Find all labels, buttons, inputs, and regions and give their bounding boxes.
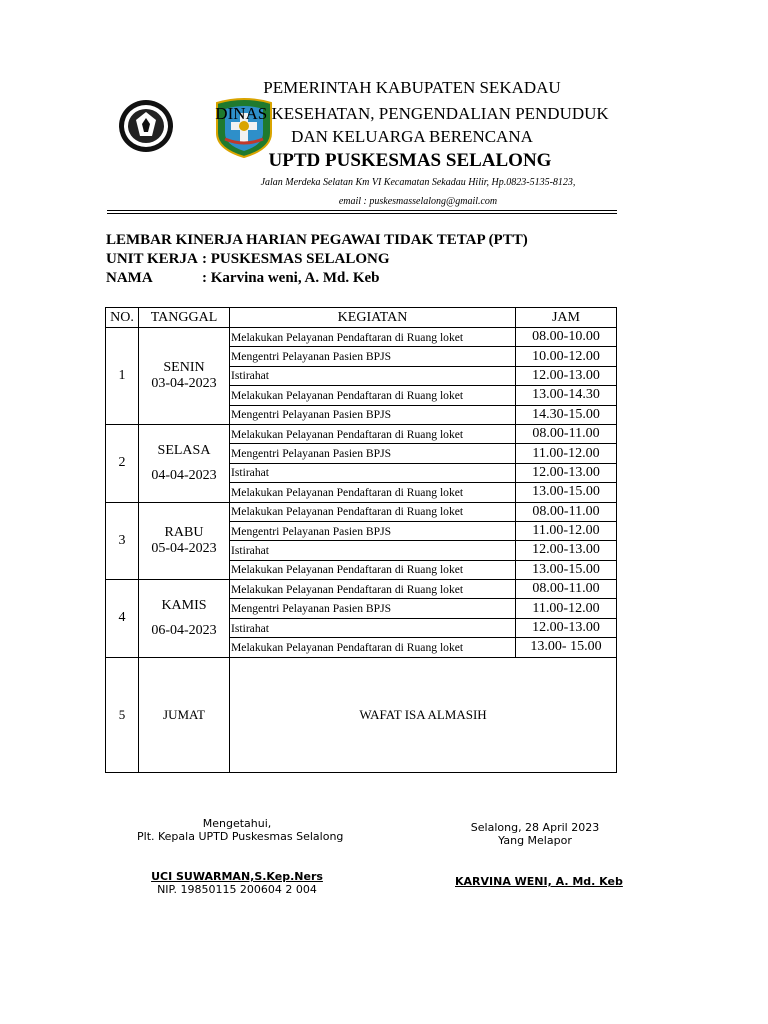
table-header-row	[106, 308, 617, 328]
activity-cell: Mengentri Pelayanan Pasien BPJS	[230, 444, 516, 463]
signature-right-block	[455, 821, 615, 847]
header-jam: JAM	[516, 308, 617, 328]
time-cell: 08.00-11.00	[516, 424, 617, 443]
table-row	[106, 580, 617, 599]
day-name: SELASA	[157, 442, 211, 458]
letterhead-divider-thin	[107, 213, 617, 214]
schedule-table	[105, 307, 617, 773]
activity-cell: Melakukan Pelayanan Pendaftaran di Ruang loket	[230, 328, 516, 347]
letterhead-department: DINAS KESEHATAN, PENGENDALIAN PENDUDUK	[215, 104, 609, 123]
row-number: 1	[106, 328, 139, 425]
table-row	[106, 424, 617, 443]
table-row	[106, 328, 617, 347]
work-unit-value: : PUSKESMAS SELALONG	[202, 251, 390, 267]
time-cell: 08.00-11.00	[516, 580, 617, 599]
approver-position: Plt. Kepala UPTD Puskesmas Selalong	[137, 830, 344, 843]
work-unit-label: UNIT KERJA	[106, 251, 198, 267]
time-cell: 08.00-11.00	[516, 502, 617, 521]
time-cell: 12.00-13.00	[516, 541, 617, 560]
day-cell	[139, 424, 230, 502]
reporter-name: KARVINA WENI, A. Md. Keb	[455, 875, 623, 888]
time-cell: 12.00-13.00	[516, 618, 617, 637]
signature-left-block	[137, 817, 344, 843]
day-cell	[139, 502, 230, 580]
activity-cell: Mengentri Pelayanan Pasien BPJS	[230, 521, 516, 540]
letterhead-email: email : puskesmasselalong@gmail.com	[338, 196, 498, 207]
time-cell: 13.00-15.00	[516, 560, 617, 579]
activity-cell: Istirahat	[230, 366, 516, 385]
time-cell: 12.00-13.00	[516, 463, 617, 482]
approval-label: Mengetahui,	[202, 817, 272, 830]
day-cell	[139, 328, 230, 425]
row-number: 5	[106, 657, 139, 772]
header-no: NO.	[106, 308, 139, 328]
time-cell: 08.00-10.00	[516, 328, 617, 347]
day-date: 06-04-2023	[151, 622, 217, 638]
row-number: 2	[106, 424, 139, 502]
time-cell: 11.00-12.00	[516, 521, 617, 540]
activity-cell: Melakukan Pelayanan Pendaftaran di Ruang loket	[230, 424, 516, 443]
time-cell: 14.30-15.00	[516, 405, 617, 424]
letterhead-divider	[107, 210, 617, 211]
approver-name: UCI SUWARMAN,S.Kep.Ners	[151, 870, 323, 883]
time-cell: 10.00-12.00	[516, 347, 617, 366]
letterhead-government: PEMERINTAH KABUPATEN SEKADAU	[263, 78, 561, 97]
holiday-row	[106, 657, 617, 772]
day-date: 04-04-2023	[151, 467, 217, 483]
time-cell: 13.00-14.30	[516, 386, 617, 405]
activity-cell: Istirahat	[230, 541, 516, 560]
header-tanggal: TANGGAL	[139, 308, 230, 328]
approver-nip: NIP. 19850115 200604 2 004	[157, 883, 317, 896]
activity-cell: Melakukan Pelayanan Pendaftaran di Ruang loket	[230, 483, 516, 502]
activity-cell: Istirahat	[230, 463, 516, 482]
employee-name-row	[106, 270, 380, 287]
activity-cell: Melakukan Pelayanan Pendaftaran di Ruang loket	[230, 502, 516, 521]
day-name: SENIN	[163, 359, 205, 375]
activity-cell: Mengentri Pelayanan Pasien BPJS	[230, 405, 516, 424]
report-date-place: Selalong, 28 April 2023	[470, 821, 600, 834]
activity-cell: Mengentri Pelayanan Pasien BPJS	[230, 599, 516, 618]
activity-cell: Melakukan Pelayanan Pendaftaran di Ruang loket	[230, 386, 516, 405]
time-cell: 11.00-12.00	[516, 599, 617, 618]
time-cell: 12.00-13.00	[516, 366, 617, 385]
time-cell: 13.00-15.00	[516, 483, 617, 502]
activity-cell: Istirahat	[230, 618, 516, 637]
activity-cell: Melakukan Pelayanan Pendaftaran di Ruang loket	[230, 638, 516, 657]
time-cell: 11.00-12.00	[516, 444, 617, 463]
time-cell: 13.00- 15.00	[516, 638, 617, 657]
employee-name-label: NAMA	[106, 270, 153, 286]
day-name: RABU	[164, 524, 204, 540]
letterhead-institution: UPTD PUSKESMAS SELALONG	[268, 150, 552, 171]
reporter-label: Yang Melapor	[498, 834, 572, 847]
table-body	[106, 328, 617, 773]
activity-cell: Melakukan Pelayanan Pendaftaran di Ruang loket	[230, 560, 516, 579]
activity-cell: Mengentri Pelayanan Pasien BPJS	[230, 347, 516, 366]
approver-sign-block	[137, 870, 337, 896]
day-date: 03-04-2023	[151, 375, 217, 391]
row-number: 4	[106, 580, 139, 658]
day-cell	[139, 580, 230, 658]
letterhead-department-cont: DAN KELUARGA BERENCANA	[291, 127, 533, 146]
table-row	[106, 502, 617, 521]
activity-cell: Melakukan Pelayanan Pendaftaran di Ruang loket	[230, 580, 516, 599]
work-unit-row	[106, 251, 390, 268]
row-number: 3	[106, 502, 139, 580]
reporter-sign-block	[455, 875, 623, 888]
letterhead-address: Jalan Merdeka Selatan Km VI Kecamatan Sekadau Hilir, Hp.0823-5135-8123,	[260, 177, 576, 188]
report-title: LEMBAR KINERJA HARIAN PEGAWAI TIDAK TETAP (PTT)	[106, 232, 528, 248]
day-date: 05-04-2023	[151, 540, 217, 556]
day-name: KAMIS	[161, 597, 207, 613]
holiday-note: WAFAT ISA ALMASIH	[230, 657, 617, 772]
header-kegiatan: KEGIATAN	[230, 308, 516, 328]
holiday-day: JUMAT	[139, 657, 230, 772]
employee-name-value: : Karvina weni, A. Md. Keb	[202, 270, 380, 286]
